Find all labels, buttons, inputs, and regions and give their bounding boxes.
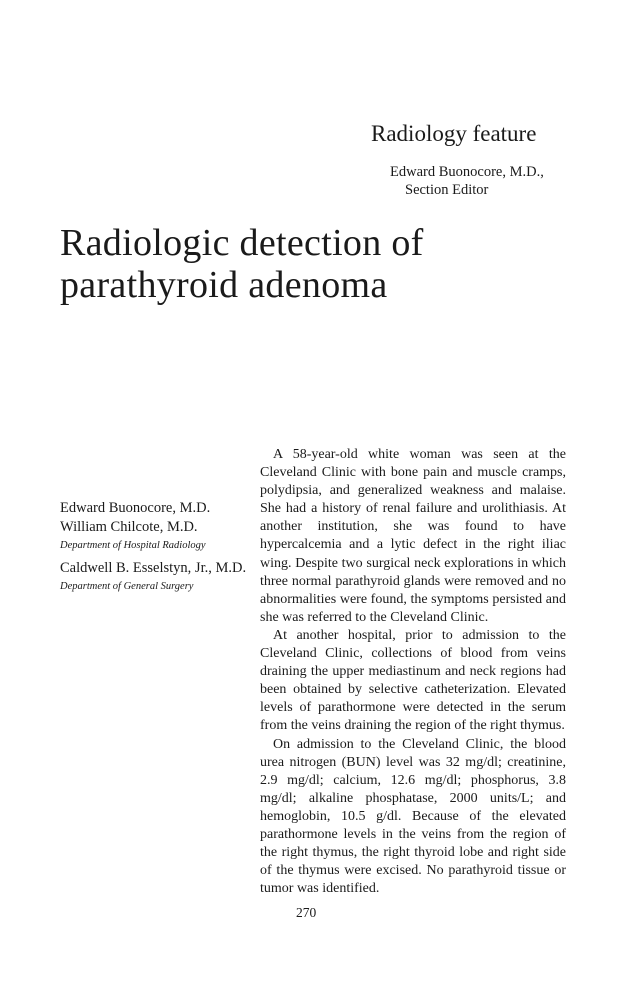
section-editor-role: Section Editor (405, 182, 489, 198)
author-name: Caldwell B. Esselstyn, Jr., M.D. (60, 560, 247, 576)
article-title (60, 222, 580, 306)
author-name: William Chilcote, M.D. (60, 519, 198, 535)
body-paragraph: A 58-year-old white woman was seen at the Cleveland Clinic with bone pain and muscle cramps, polydipsia, and generalized weakness and malaise. She had a history of renal failure and urolithiasis. At another institution, she was found to have hypercalcemia and a lytic defect in the right iliac wing. Despite two surgical neck explorations in which three normal parathyroid glands were removed and no abnormalities were found, the symptoms persisted and she was referred to the Cleveland Clinic. (260, 447, 566, 625)
body-paragraph: At another hospital, prior to admission to the Cleveland Clinic, collections of blood from veins draining the upper mediastinum and neck regions had been obtained by selective catheterization. Elevated levels of parathormone were detected in the serum from the veins draining the region of the right thymus. (260, 627, 566, 734)
article-body (260, 446, 566, 898)
article-title-line-1: Radiologic detection of (60, 222, 424, 264)
body-paragraph: On admission to the Cleveland Clinic, the blood urea nitrogen (BUN) level was 32 mg/dl; creatinine, 2.9 mg/dl; calcium, 12.6 mg/dl; phosphorus, 3.8 mg/dl; alkaline phosphatase, 2000 units/L; and hemoglobin, 10.5 g/dl. Because of the elevated parathormone levels in the veins from the region of the right thymus, the right thyroid lobe and right side of the thymus were excised. No parathyroid tissue or tumor was identified. (260, 736, 566, 897)
article-title-line-2: parathyroid adenoma (60, 264, 388, 306)
feature-title: Radiology feature (371, 121, 537, 146)
section-editor-name: Edward Buonocore, M.D., (390, 164, 544, 180)
author-block (60, 499, 260, 600)
author-department: Department of General Surgery (60, 581, 194, 592)
page-number: 270 (296, 905, 317, 920)
author-name: Edward Buonocore, M.D. (60, 500, 211, 516)
author-department: Department of Hospital Radiology (60, 540, 206, 551)
